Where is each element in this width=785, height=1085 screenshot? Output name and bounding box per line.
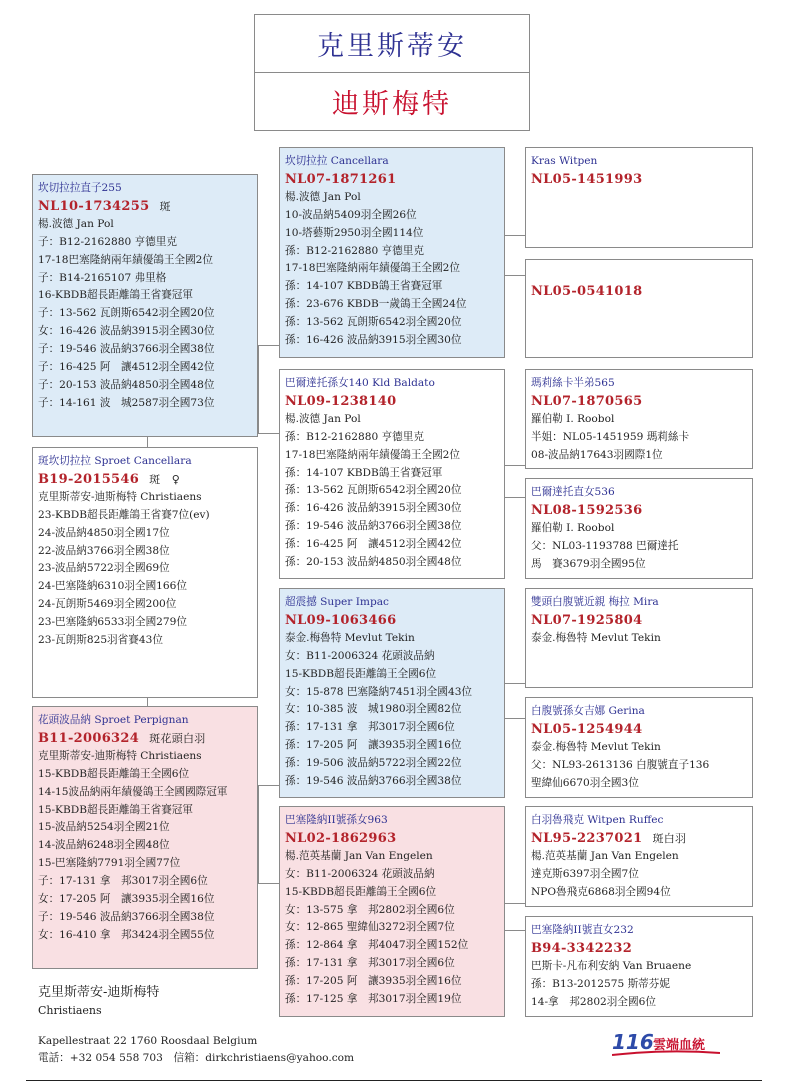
- pedigree-line: 孫：B12-2162880 亨德里克: [285, 430, 424, 443]
- pedigree-line: 孫：17-131 拿 邦3017羽全國6位: [285, 957, 455, 970]
- pedigree-line: 15-KBDB超長距離鴿王省賽冠軍: [38, 803, 193, 816]
- pedigree-line: 子：19-546 波品納3766羽全國38位: [38, 910, 215, 923]
- pedigree-line: 達克斯6397羽全國7位: [531, 867, 639, 880]
- connector: [258, 785, 259, 883]
- pedigree-line: 女：17-205 阿 讓3935羽全國16位: [38, 893, 215, 906]
- pedigree-line: 父：NL03-1193788 巴爾達托: [531, 539, 679, 552]
- pedigree-line: 泰金.梅魯特 Mevlut Tekin: [285, 631, 415, 644]
- sire-lines: [38, 216, 251, 413]
- pedigree-line: 楊.范英基蘭 Jan Van Engelen: [531, 849, 679, 862]
- connector: [258, 785, 279, 786]
- connector: [258, 433, 279, 434]
- dam-sire-header: 超震撼 Super Impac: [285, 596, 389, 608]
- connector: [505, 235, 525, 236]
- sss-header: Kras Witpen: [531, 155, 598, 167]
- dam-sex: 斑花頭白羽: [149, 731, 206, 745]
- dam-dam-lines: [285, 848, 498, 1009]
- ddd-header: 巴塞隆納II號直女232: [531, 924, 634, 936]
- owner-block: [38, 984, 159, 1020]
- sds-card: [525, 369, 753, 469]
- pedigree-line: 14-波品納6248羽全國48位: [38, 839, 170, 852]
- pedigree-line: 孫：13-562 瓦朗斯6542羽全國20位: [285, 484, 462, 497]
- pedigree-line: 子：B12-2162880 亨德里克: [38, 235, 177, 248]
- dss-ring: NL07-1925804: [531, 612, 643, 628]
- pedigree-line: 聖緯仙6670羽全國3位: [531, 776, 639, 789]
- sire-sire-card: [279, 147, 505, 358]
- pedigree-line: 15-巴塞隆納7791羽全國77位: [38, 857, 181, 870]
- sire-sex: 斑: [159, 199, 171, 213]
- sss-ring: NL05-1451993: [531, 171, 643, 187]
- pedigree-line: 15-KBDB超長距離鴿王全國6位: [285, 885, 437, 898]
- dam-dam-ring: NL02-1862963: [285, 830, 397, 846]
- dds-lines: [531, 848, 746, 902]
- pedigree-line: 楊.范英基蘭 Jan Van Engelen: [285, 849, 433, 862]
- dsd-lines: [531, 739, 746, 793]
- connector: [505, 465, 525, 466]
- dam-sire-card: [279, 588, 505, 798]
- sire-sire-lines: [285, 189, 498, 350]
- dds-ring: NL95-2237021: [531, 830, 643, 846]
- pedigree-line: 孫：12-864 拿 邦4047羽全國152位: [285, 939, 469, 952]
- pedigree-line: 23-巴塞隆納6533羽全國279位: [38, 616, 187, 629]
- ddd-lines: [531, 958, 746, 1012]
- owner-name-en: Christiaens: [38, 1004, 102, 1017]
- pedigree-line: 孫：14-107 KBDB鴿王省賽冠軍: [285, 466, 443, 479]
- pedigree-line: 15-波品納5254羽全國21位: [38, 821, 170, 834]
- dss-header: 雙頭白腹號近親 梅拉 Mira: [531, 596, 659, 608]
- title-name-bottom: 迪斯梅特: [332, 89, 452, 120]
- logo-text: 雲端血統: [653, 1038, 706, 1053]
- sire-dam-lines: [285, 411, 498, 572]
- pedigree-line: 15-KBDB超長距離鴿王全國6位: [285, 667, 437, 680]
- dsd-header: 白腹號孫女吉娜 Gerina: [531, 705, 645, 717]
- pedigree-line: 孫：17-125 拿 邦3017羽全國19位: [285, 993, 462, 1006]
- dds-header: 白羽魯飛克 Witpen Ruffec: [531, 814, 664, 826]
- pedigree-line: 半姐：NL05-1451959 瑪莉絲卡: [531, 430, 690, 443]
- pedigree-line: 子：19-546 波品納3766羽全國38位: [38, 343, 215, 356]
- ssd-ring: NL05-0541018: [531, 284, 643, 299]
- pedigree-line: 22-波品納3766羽全國38位: [38, 544, 170, 557]
- sire-sire-header: 坎切拉拉 Cancellara: [285, 155, 389, 167]
- dam-dam-card: [279, 806, 505, 1017]
- sdd-card: [525, 478, 753, 579]
- subject-ring: B19-2015546: [38, 471, 140, 487]
- pedigree-line: 孫：19-506 波品納5722羽全國22位: [285, 757, 462, 770]
- connector: [258, 883, 279, 884]
- dss-lines: [531, 630, 746, 648]
- pedigree-line: 楊.波德 Jan Pol: [285, 190, 361, 203]
- pedigree-line: 17-18巴塞隆納兩年績優鴿王全國2位: [285, 448, 460, 461]
- pedigree-line: NPO魯飛克6868羽全國94位: [531, 885, 671, 898]
- subject-sex: 斑 ♀: [149, 472, 181, 486]
- ddd-ring: B94-3342232: [531, 940, 633, 956]
- pedigree-line: 孫：16-425 阿 讓4512羽全國42位: [285, 538, 462, 551]
- sire-sire-ring: NL07-1871261: [285, 171, 397, 187]
- pedigree-line: 女：B11-2006324 花頭波品納: [285, 867, 435, 880]
- pedigree-line: 08-波品納17643羽國際1位: [531, 448, 663, 461]
- footer-divider: [26, 1080, 762, 1081]
- connector: [505, 903, 525, 904]
- pedigree-line: 女：16-410 拿 邦3424羽全國55位: [38, 928, 215, 941]
- pedigree-line: 23-波品納5722羽全國69位: [38, 562, 170, 575]
- dss-card: [525, 588, 753, 688]
- sire-ring: NL10-1734255: [38, 198, 150, 214]
- pedigree-line: 24-巴塞隆納6310羽全國166位: [38, 580, 187, 593]
- pedigree-line: 女：10-385 波 城1980羽全國82位: [285, 703, 462, 716]
- dam-ring: B11-2006324: [38, 730, 140, 746]
- connector: [505, 930, 525, 931]
- pedigree-line: 10-波品納5409羽全國26位: [285, 208, 417, 221]
- pedigree-line: 孫：B13-2012575 斯蒂芬妮: [531, 977, 670, 990]
- dds-sex: 斑白羽: [652, 831, 687, 845]
- subject-lines: [38, 489, 251, 650]
- pedigree-line: 14-拿 邦2802羽全國6位: [531, 995, 656, 1008]
- pedigree-line: 24-波品納4850羽全國17位: [38, 526, 170, 539]
- sire-header: 坎切拉拉直子255: [38, 182, 122, 194]
- pedigree-line: 17-18巴塞隆納兩年績優鴿王全國2位: [38, 253, 213, 266]
- dam-sire-ring: NL09-1063466: [285, 612, 397, 628]
- pedigree-line: 楊.波德 Jan Pol: [38, 217, 114, 230]
- connector: [505, 497, 525, 498]
- pedigree-line: 孫：16-426 波品納3915羽全國30位: [285, 502, 462, 515]
- pedigree-line: 父：NL93-2613136 白腹號直子136: [531, 758, 710, 771]
- connector: [505, 718, 525, 719]
- sds-lines: [531, 411, 746, 465]
- pedigree-line: 女：12-865 聖緯仙3272羽全國7位: [285, 921, 455, 934]
- contact-block: [38, 1033, 354, 1067]
- dam-lines: [38, 748, 251, 945]
- sss-card: [525, 147, 753, 248]
- ssd-card: [525, 259, 753, 358]
- pedigree-line: 子：14-161 波 城2587羽全國73位: [38, 396, 215, 409]
- sire-dam-ring: NL09-1238140: [285, 393, 397, 409]
- owner-address: Kapellestraat 22 1760 Roosdaal Belgium: [38, 1035, 258, 1047]
- connector: [505, 683, 525, 684]
- dsd-ring: NL05-1254944: [531, 721, 643, 737]
- pedigree-line: 巴斯卡-凡布利安納 Van Bruaene: [531, 959, 692, 972]
- pedigree-line: 泰金.梅魯特 Mevlut Tekin: [531, 631, 661, 644]
- pedigree-line: 23-KBDB超長距離鴿王省賽7位(ev): [38, 508, 210, 521]
- pedigree-line: 孫：23-676 KBDB一歲鴿王全國24位: [285, 298, 467, 311]
- sds-ring: NL07-1870565: [531, 393, 643, 409]
- subject-card: [32, 447, 258, 698]
- pedigree-line: 克里斯蒂安-迪斯梅特 Christiaens: [38, 490, 202, 503]
- pedigree-line: 10-塔藝斯2950羽全國114位: [285, 226, 424, 239]
- pedigree-line: 孫：19-546 波品納3766羽全國38位: [285, 520, 462, 533]
- pedigree-line: 孫：16-426 波品納3915羽全國30位: [285, 334, 462, 347]
- pedigree-line: 孫：19-546 波品納3766羽全國38位: [285, 775, 462, 788]
- pedigree-line: 子：B14-2165107 弗里格: [38, 271, 167, 284]
- pedigree-line: 孫：B12-2162880 亨德里克: [285, 244, 424, 257]
- sire-dam-card: [279, 369, 505, 579]
- connector: [258, 345, 279, 346]
- pedigree-line: 孫：17-131 拿 邦3017羽全國6位: [285, 721, 455, 734]
- pedigree-line: 女：13-575 拿 邦2802羽全國6位: [285, 903, 455, 916]
- dam-card: [32, 706, 258, 969]
- pedigree-line: 17-18巴塞隆納兩年績優鴿王全國2位: [285, 262, 460, 275]
- sdd-ring: NL08-1592536: [531, 502, 643, 518]
- subject-header: 斑坎切拉拉 Sproet Cancellara: [38, 455, 192, 467]
- title-box: [254, 14, 530, 131]
- pedigree-line: 馬 賽3679羽全國95位: [531, 557, 646, 570]
- connector: [505, 275, 525, 276]
- pedigree-line: 泰金.梅魯特 Mevlut Tekin: [531, 740, 661, 753]
- connector: [147, 437, 148, 447]
- sire-dam-header: 巴爾達托孫女140 Kld Baldato: [285, 377, 435, 389]
- pedigree-line: 23-瓦朗斯825羽省賽43位: [38, 634, 163, 647]
- pedigree-line: 羅伯勒 I. Roobol: [531, 412, 615, 425]
- title-name-top: 克里斯蒂安: [255, 15, 529, 73]
- pedigree-line: 女：15-878 巴塞隆納7451羽全國43位: [285, 685, 473, 698]
- pedigree-line: 子：20-153 波品納4850羽全國48位: [38, 378, 215, 391]
- dam-dam-header: 巴塞隆納II號孫女963: [285, 814, 388, 826]
- pedigree-line: 孫：20-153 波品納4850羽全國48位: [285, 556, 462, 569]
- brand-logo: [612, 1030, 722, 1058]
- dam-sire-lines: [285, 630, 498, 791]
- logo-number: 116: [612, 1030, 654, 1054]
- sdd-header: 巴爾達托直女536: [531, 486, 615, 498]
- pedigree-line: 16-KBDB超長距離鴿王省賽冠軍: [38, 289, 193, 302]
- sire-card: [32, 174, 258, 437]
- pedigree-line: 孫：14-107 KBDB鴿王省賽冠軍: [285, 280, 443, 293]
- pedigree-line: 孫：17-205 阿 讓3935羽全國16位: [285, 975, 462, 988]
- logo-swoosh-icon: [612, 1050, 720, 1056]
- pedigree-line: 子：17-131 拿 邦3017羽全國6位: [38, 875, 208, 888]
- sds-header: 瑪莉絲卡半弟565: [531, 377, 615, 389]
- pedigree-line: 子：13-562 瓦朗斯6542羽全國20位: [38, 307, 215, 320]
- owner-contact: 電話：+32 054 558 703 信箱：dirkchristiaens@yahoo.com: [38, 1052, 355, 1064]
- connector: [258, 345, 259, 434]
- pedigree-line: 楊.波德 Jan Pol: [285, 412, 361, 425]
- dam-header: 花頭波品納 Sproet Perpignan: [38, 714, 189, 726]
- pedigree-line: 14-15波品納兩年績優鴿王全國國際冠軍: [38, 785, 228, 798]
- dsd-card: [525, 697, 753, 798]
- pedigree-line: 女：16-426 波品納3915羽全國30位: [38, 325, 215, 338]
- ddd-card: [525, 916, 753, 1017]
- connector: [147, 698, 148, 706]
- pedigree-line: 24-瓦朗斯5469羽全國200位: [38, 598, 177, 611]
- pedigree-line: 孫：13-562 瓦朗斯6542羽全國20位: [285, 316, 462, 329]
- owner-name: 克里斯蒂安-迪斯梅特: [38, 985, 160, 1000]
- pedigree-line: 女：B11-2006324 花頭波品納: [285, 649, 435, 662]
- pedigree-line: 15-KBDB超長距離鴿王全國6位: [38, 767, 190, 780]
- pedigree-line: 子：16-425 阿 讓4512羽全國42位: [38, 361, 215, 374]
- pedigree-line: 羅伯勒 I. Roobol: [531, 521, 615, 534]
- dds-card: [525, 806, 753, 907]
- pedigree-line: 孫：17-205 阿 讓3935羽全國16位: [285, 739, 462, 752]
- pedigree-line: 克里斯蒂安-迪斯梅特 Christiaens: [38, 749, 202, 762]
- sdd-lines: [531, 520, 746, 574]
